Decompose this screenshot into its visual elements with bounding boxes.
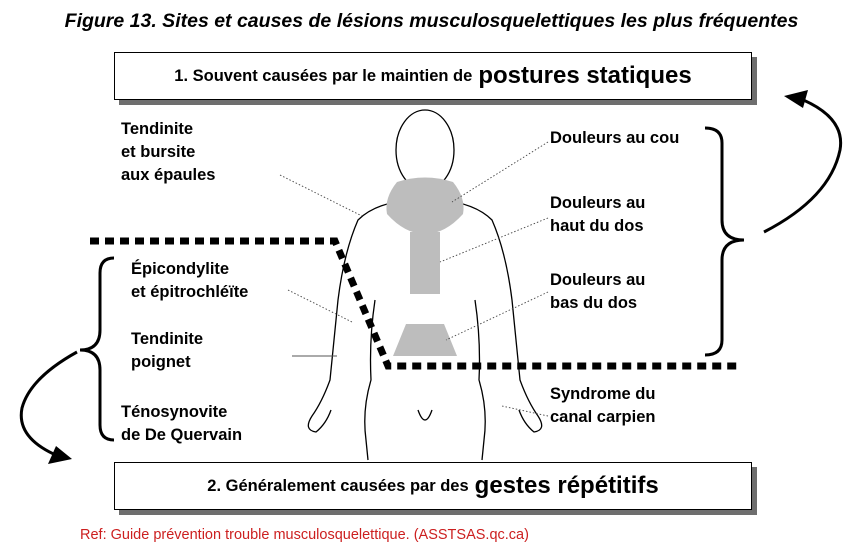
left-brace — [80, 258, 114, 440]
label-line: poignet — [131, 353, 191, 371]
lower-back-shade — [393, 324, 457, 356]
arrow-to-box2 — [21, 352, 77, 456]
label-line: haut du dos — [550, 217, 644, 235]
label-epicondylitis — [131, 258, 248, 304]
label-line: Syndrome du — [550, 385, 656, 403]
label-neck-pain — [550, 127, 679, 150]
label-line: Douleurs au — [550, 194, 646, 212]
static-postures-box — [114, 52, 752, 100]
label-line: canal carpien — [550, 408, 656, 426]
label-de-quervain — [121, 401, 242, 447]
arrow-to-box1 — [764, 97, 841, 232]
reference-note: Ref: Guide prévention trouble musculosquelettique. (ASSTSAS.qc.ca) — [80, 527, 529, 543]
label-line: Tendinite — [121, 120, 194, 138]
leader-neck — [452, 142, 548, 202]
label-line: bas du dos — [550, 294, 638, 312]
label-lower-back-pain — [550, 269, 645, 315]
arrow-to-box1-head — [784, 90, 808, 108]
arrow-to-box2-head — [48, 446, 72, 464]
static-postures-lead: 1. Souvent causées par le maintien de — [174, 66, 473, 85]
repetitive-gestures-box — [114, 462, 752, 510]
label-shoulder-tendinitis — [121, 118, 215, 187]
label-line: aux épaules — [121, 166, 216, 184]
leader-lower-back — [446, 292, 548, 340]
leader-carpal — [502, 406, 548, 416]
label-wrist-tendinitis — [131, 328, 203, 374]
label-line: Épicondylite — [131, 260, 230, 278]
label-line: Tendinite — [131, 330, 204, 348]
repetitive-gestures-emphasis: gestes répétitifs — [474, 472, 659, 499]
right-brace — [705, 128, 744, 355]
label-line: Douleurs au cou — [550, 129, 680, 147]
label-line: Ténosynovite — [121, 403, 228, 421]
label-line: et bursite — [121, 143, 196, 161]
label-line: de De Quervain — [121, 426, 243, 444]
repetitive-gestures-lead: 2. Généralement causées par des — [207, 476, 469, 495]
upper-back-shade — [410, 232, 440, 294]
label-line: et épitrochléïte — [131, 283, 249, 301]
label-line: Douleurs au — [550, 271, 646, 289]
shaded-regions — [386, 178, 463, 357]
leader-shoulders — [280, 175, 362, 216]
static-postures-emphasis: postures statiques — [478, 62, 692, 89]
label-carpal-tunnel — [550, 383, 655, 429]
figure-title: Figure 13. Sites et causes de lésions musculosquelettiques les plus fréquentes — [64, 10, 799, 32]
neck-shade — [386, 178, 463, 235]
leader-elbow — [288, 290, 352, 322]
label-upper-back-pain — [550, 192, 645, 238]
